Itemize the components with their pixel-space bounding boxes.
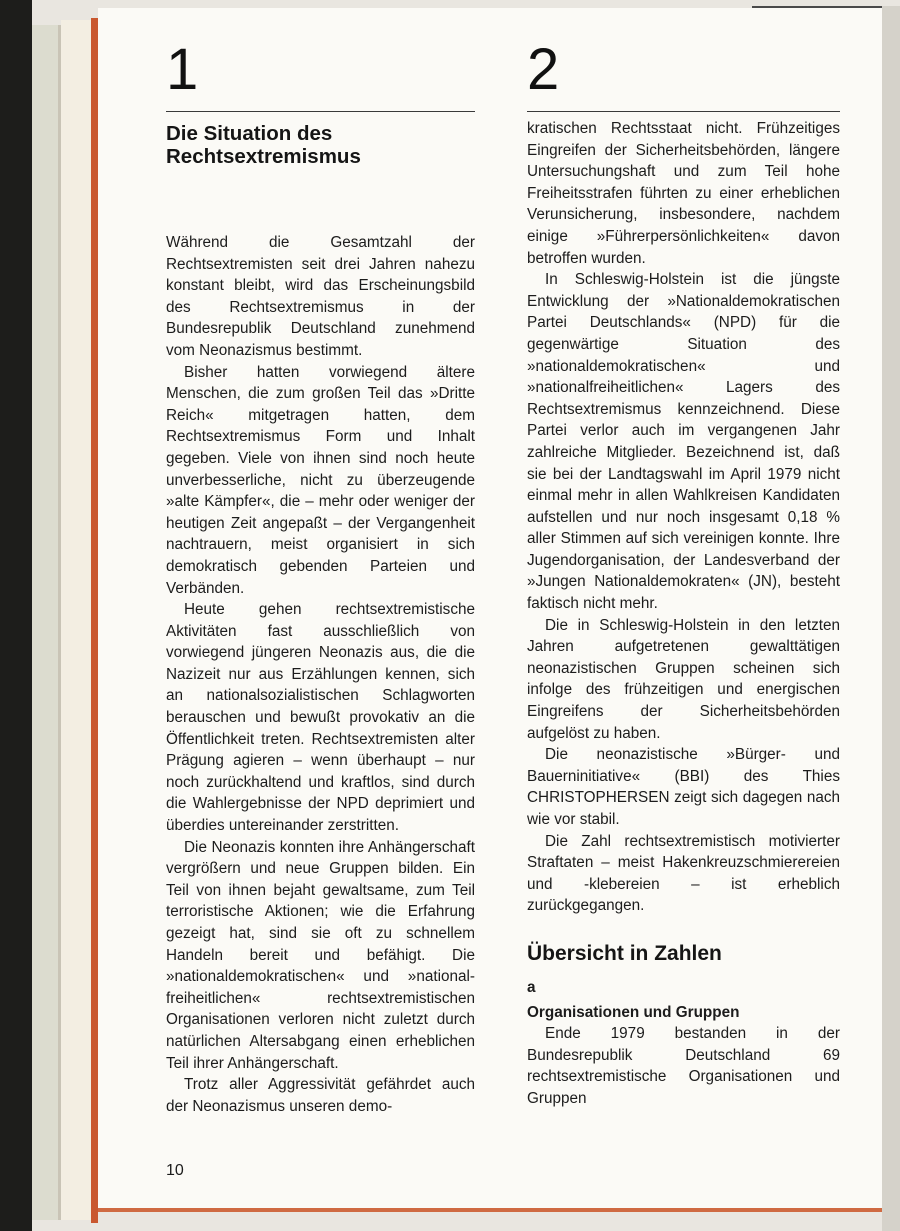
page-bottom-edge xyxy=(98,1208,882,1212)
book-spine-dark xyxy=(0,0,32,1231)
right-column xyxy=(527,118,840,1110)
paragraph: Trotz aller Aggressivität gefährdet auch der Neonazismus unseren demo- xyxy=(166,1076,475,1115)
paragraph: Die in Schleswig-Holstein in den letzten Jahren aufgetretenen gewalttätigen neonazistischen Gruppen scheinen sich infolge des frühzeitigen und energischen Eingreifens der Sicherheitsbehörden aufgelöst zu haben. xyxy=(527,616,840,742)
rule-right xyxy=(527,111,840,112)
paragraph: Während die Gesamtzahl der Rechtsextremisten seit drei Jahren nahezu konstant bleibt, wird das Erscheinungsbild des Rechtsextremismus in der Bundesrepublik Deutschland zunehmend vom Neonazismus bestimmt. xyxy=(166,234,475,359)
chapter-number-right: 2 xyxy=(527,37,560,102)
top-corner-rule xyxy=(752,6,882,8)
paragraph: Bisher hatten vorwiegend ältere Menschen, die zum großen Teil das »Dritte Reich« mitgetragen hatten, dem Rechtsextremismus Form und Inhalt gegeben. Viele von ihnen sind noch heute unverbesserliche, nicht zu überzeugende »alte Kämpfer«, die – mehr oder weniger der heutigen Zeit angepaßt – der Vergangenheit nachtrauern, meist organisiert in sich demokratisch gebenden Parteien und Verbänden. xyxy=(166,363,475,597)
subsection-letter: a xyxy=(527,978,536,996)
paragraph: Ende 1979 bestanden in der Bundesrepublik Deutschland 69 rechtsextremistische Organisationen und Gruppen xyxy=(527,1025,840,1107)
page-right-edge xyxy=(882,6,900,1231)
book-spine-red xyxy=(91,18,98,1223)
section-heading: Übersicht in Zahlen xyxy=(527,941,722,965)
book-spine-cream xyxy=(61,20,91,1220)
paragraph: Die Neonazis konnten ihre Anhängerschaft vergrößern und neue Gruppen bilden. Ein Teil von ihnen bejaht gewaltsame, zum Teil terroristische Aktionen; wie die Erfahrung gezeigt hat, sind sie oft zu schnellem Handeln bereit und befähigt. Die »nationaldemokratischen« und »national-freiheitlichen« rechtsextremistischen Organisationen verloren nicht zuletzt durch natürlichen Altersabgang einen erheblichen Teil ihrer Anhängerschaft. xyxy=(166,838,475,1072)
chapter-title-line1: Die Situation des xyxy=(166,122,333,145)
book-spine-band xyxy=(32,25,58,1220)
paragraph: Heute gehen rechtsextremistische Aktivitäten fast ausschließlich von vorwiegend jüngeren Neonazis aus, die die Nazizeit nur aus Erzählungen kennen, sich an nationalsozialistischen Schlagworten berauschen und bewußt provokativ an die Öffentlichkeit treten. Rechtsextremisten alter Prägung agieren – wenn überhaupt – nur noch zurückhaltend und kraftlos, sind durch die Wahlergebnisse der NPD deprimiert und überdies untereinander zerstritten. xyxy=(166,601,475,835)
left-column xyxy=(166,118,475,1117)
rule-left xyxy=(166,111,475,112)
subsection-title: Organisationen und Gruppen xyxy=(527,1003,740,1021)
paragraph: In Schleswig-Holstein ist die jüngste Entwicklung der »Nationaldemokratischen Partei Deutschlands« (NPD) für die gegenwärtige Situation des »nationaldemokratischen« und »nationalfreiheitlichen« Lagers des Rechtsextremismus kennzeichnend. Diese Partei verlor auch im vergangenen Jahr zahlreiche Mitglieder. Bezeichnend ist, daß sie bei der Landtagswahl im April 1979 nicht einmal mehr in allen Wahlkreisen Kandidaten aufstellen und nur noch insgesamt 0,18 % aller Stimmen auf sich vereinigen konnte. Ihre Jugendorganisation, der Landesverband der »Jungen Nationaldemokraten« (JN), besteht faktisch nicht mehr. xyxy=(527,271,840,613)
chapter-number-left: 1 xyxy=(166,37,199,102)
paragraph: Die Zahl rechtsextremistisch motivierter Straftaten – meist Hakenkreuzschmierereien und -klebereien – ist erheblich zurückgegangen. xyxy=(527,832,840,915)
page-number: 10 xyxy=(166,1162,184,1179)
chapter-title-line2: Rechtsextremismus xyxy=(166,145,361,168)
chapter-title xyxy=(166,122,475,168)
paragraph: kratischen Rechtsstaat nicht. Frühzeitiges Eingreifen der Sicherheitsbehörden, längere Untersuchungshaft und zum Teil hohe Freiheitsstrafen führten zu einer erheblichen Verunsicherung, insbesondere, nachdem einige »Führerpersönlichkeiten« davon betroffen wurden. xyxy=(527,120,840,267)
paragraph: Die neonazistische »Bürger- und Bauerninitiative« (BBI) des Thies CHRISTOPHERSEN zeigt sich dagegen nach wie vor stabil. xyxy=(527,746,840,828)
